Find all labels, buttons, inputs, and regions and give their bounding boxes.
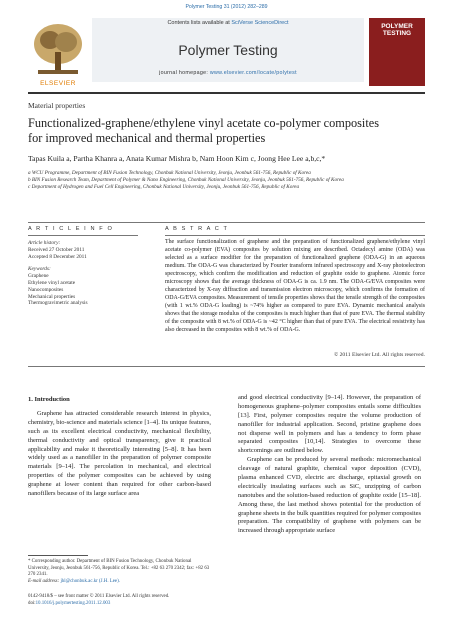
issn-line: 0142-9418/$ – see front matter © 2011 Elsevier Ltd. All rights reserved. (28, 594, 170, 599)
keyword: Ethylene vinyl acetate (28, 279, 76, 286)
email-label: E-mail address: (28, 578, 60, 584)
email-line (28, 579, 213, 586)
affiliation-a: a WCU Programme, Department of BIN Fusion Technology, Chonbuk National University, Jeonju, Jeonbuk 561-756, Republic of Korea (28, 170, 311, 176)
title-line-2: for improved mechanical and thermal properties (28, 131, 266, 145)
keyword: Mechanical properties (28, 293, 76, 300)
abstract-text: The surface functionalization of graphene and the preparation of functionalized graphene/ethylene vinyl acetate co-polymer (EVA) composites by solution mixing are described. Octadecyl amine (ODA) was selected as a surface modifier for the preparation of functionalized graphene (ODA-G) in an aqueous medium. The ODA-G was characterized by Fourier transform infrared spectroscopy and X-ray photoelectron spectroscopy, which confirm the modification and reduction of graphite oxide to graphene. Atomic force microscopy shows that the average thickness of ODA-G is ca. 1.9 nm. The ODA-G/EVA composites were characterized by X-ray diffraction and transmission electron microscopy, which confirms the formation of ODA-G/EVA composites. Measurement of tensile properties shows that the tensile strength of the composites (with 1 wt.% ODA-G loading) is ~74% higher as compared to pure EVA. Dynamic mechanical analysis shows that the storage modulus of the composites is much higher than that of pure EVA. The thermal stability of the composite with 8 wt.% of ODA-G is ~42 °C higher than that of pure EVA. The electrical resistivity has also decreased in the composites with 8 wt.% of ODA-G. (165, 239, 425, 334)
elsevier-wordmark: ELSEVIER (40, 80, 76, 87)
homepage-line (92, 70, 364, 76)
contents-line (92, 20, 364, 26)
body-left-column (28, 410, 211, 499)
contents-prefix: Contents lists available at (167, 20, 232, 26)
elsevier-tree-icon (28, 18, 88, 80)
article-title (28, 116, 428, 146)
journal-title: Polymer Testing (178, 42, 278, 58)
doi-link[interactable]: 10.1016/j.polymertesting.2011.12.003 (35, 600, 111, 606)
keyword: Thermogravimetric analysis (28, 300, 88, 307)
accepted-date: Accepted 8 December 2011 (28, 253, 87, 260)
body-paragraph: Graphene can be produced by several methods: micromechanical cleavage of natural graphite, chemical vapor deposition (CVD), plasma enhanced CVD, electric arc discharge, epitaxial growth on electrically insulating surfaces such as SiC, unzipping of carbon nanotubes and the solution-based reduction of graphite oxide [15–18]. Among these, the last method shows potential for the production of graphene sheets in the bulk quantities required for polymer composites preparation. The compatibility of graphene with polymers can be increased through appropriate surface (238, 456, 421, 535)
introduction-heading: 1. Introduction (28, 396, 70, 403)
keyword: Graphene (28, 272, 49, 279)
abstract-bottom-divider (28, 366, 425, 367)
article-history (28, 240, 138, 261)
author-list: Tapas Kuila a, Partha Khanra a, Anata Kumar Mishra b, Nam Hoon Kim c, Joong Hee Lee a,b,c,* (28, 154, 326, 163)
abstract-copyright: © 2011 Elsevier Ltd. All rights reserved. (333, 352, 425, 358)
body-paragraph: Graphene has attracted considerable research interest in physics, chemistry, bio-science and materials science [1–4]. Its unique features, such as its excellent electrical conductivity, mechanical flexibility, thermal conductivity and optical transparency, give it practical applicability and make it theoretically interesting [5–8]. It has been widely used as a nanofiller in the preparation of polymer composite materials [9–14]. The percolation in mechanical, and electrical properties of the polymer composites can be achieved by using graphene at lower content than required for other carbon-based nanofillers because of its large surface area (28, 410, 211, 498)
keywords-label: Keywords: (28, 266, 51, 272)
homepage-link[interactable]: www.elsevier.com/locate/polytest (209, 70, 297, 76)
corresponding-author-note: * Corresponding author. Department of BIN Fusion Technology, Chonbuk National University, Jeonju, Jeonbuk 561-756, Republic of Korea. Tel.: +82 63 270 2342; fax: +82 63 270 2341. (28, 559, 210, 578)
affiliation-c: c Department of Hydrogen and Fuel Cell Engineering, Chonbuk National University, Jeonju, Jeonbuk 561-756, Republic of Korea (28, 184, 300, 190)
info-top-divider (28, 222, 425, 223)
journal-citation[interactable]: Polymer Testing 31 (2012) 282–289 (185, 4, 268, 10)
affiliation-b: b BIN Fusion Research Team, Department of Polymer & Nano Engineering, Chonbuk National University, Jeonju, Jeonbuk 561-756, Republic of Korea (28, 177, 344, 183)
sciencedirect-link[interactable]: SciVerse ScienceDirect (231, 20, 289, 26)
header-divider (28, 92, 425, 94)
cover-title: POLYMER TESTING (381, 23, 413, 37)
body-right-column (238, 394, 421, 536)
title-line-1: Functionalized-graphene/ethylene vinyl acetate co-polymer composites (28, 116, 380, 130)
body-paragraph: and good electrical conductivity [9–14]. However, the preparation of homogeneous graphene–polymer composites entails some difficulties [13]. First, polymer composites require the volume production of nanofiller for industrial application. Second, pristine graphene does not disperse well in polymers and has a tendency to form phase separated composites [10,14]. Strategies to overcome these shortcomings are outlined below. (238, 394, 421, 455)
article-info-heading: A R T I C L E I N F O (28, 226, 114, 232)
history-label: Article history: (28, 240, 61, 246)
elsevier-logo (28, 18, 88, 86)
info-heading-rule (28, 235, 138, 236)
keywords-block (28, 266, 138, 307)
abstract-heading-rule (165, 235, 425, 236)
corresponding-footnote (28, 559, 213, 585)
doi-prefix: doi: (28, 600, 36, 606)
footnote-rule (28, 555, 88, 556)
email-link[interactable]: jhl@chonbuk.ac.kr (J.H. Lee). (60, 578, 120, 584)
doi-line (28, 601, 228, 608)
front-matter-info (28, 594, 228, 608)
received-date: Received 27 October 2011 (28, 246, 85, 253)
article-section: Material properties (28, 101, 86, 110)
homepage-prefix: journal homepage: (159, 70, 210, 76)
keyword: Nanocomposites (28, 286, 64, 293)
abstract-heading: A B S T R A C T (165, 226, 229, 232)
